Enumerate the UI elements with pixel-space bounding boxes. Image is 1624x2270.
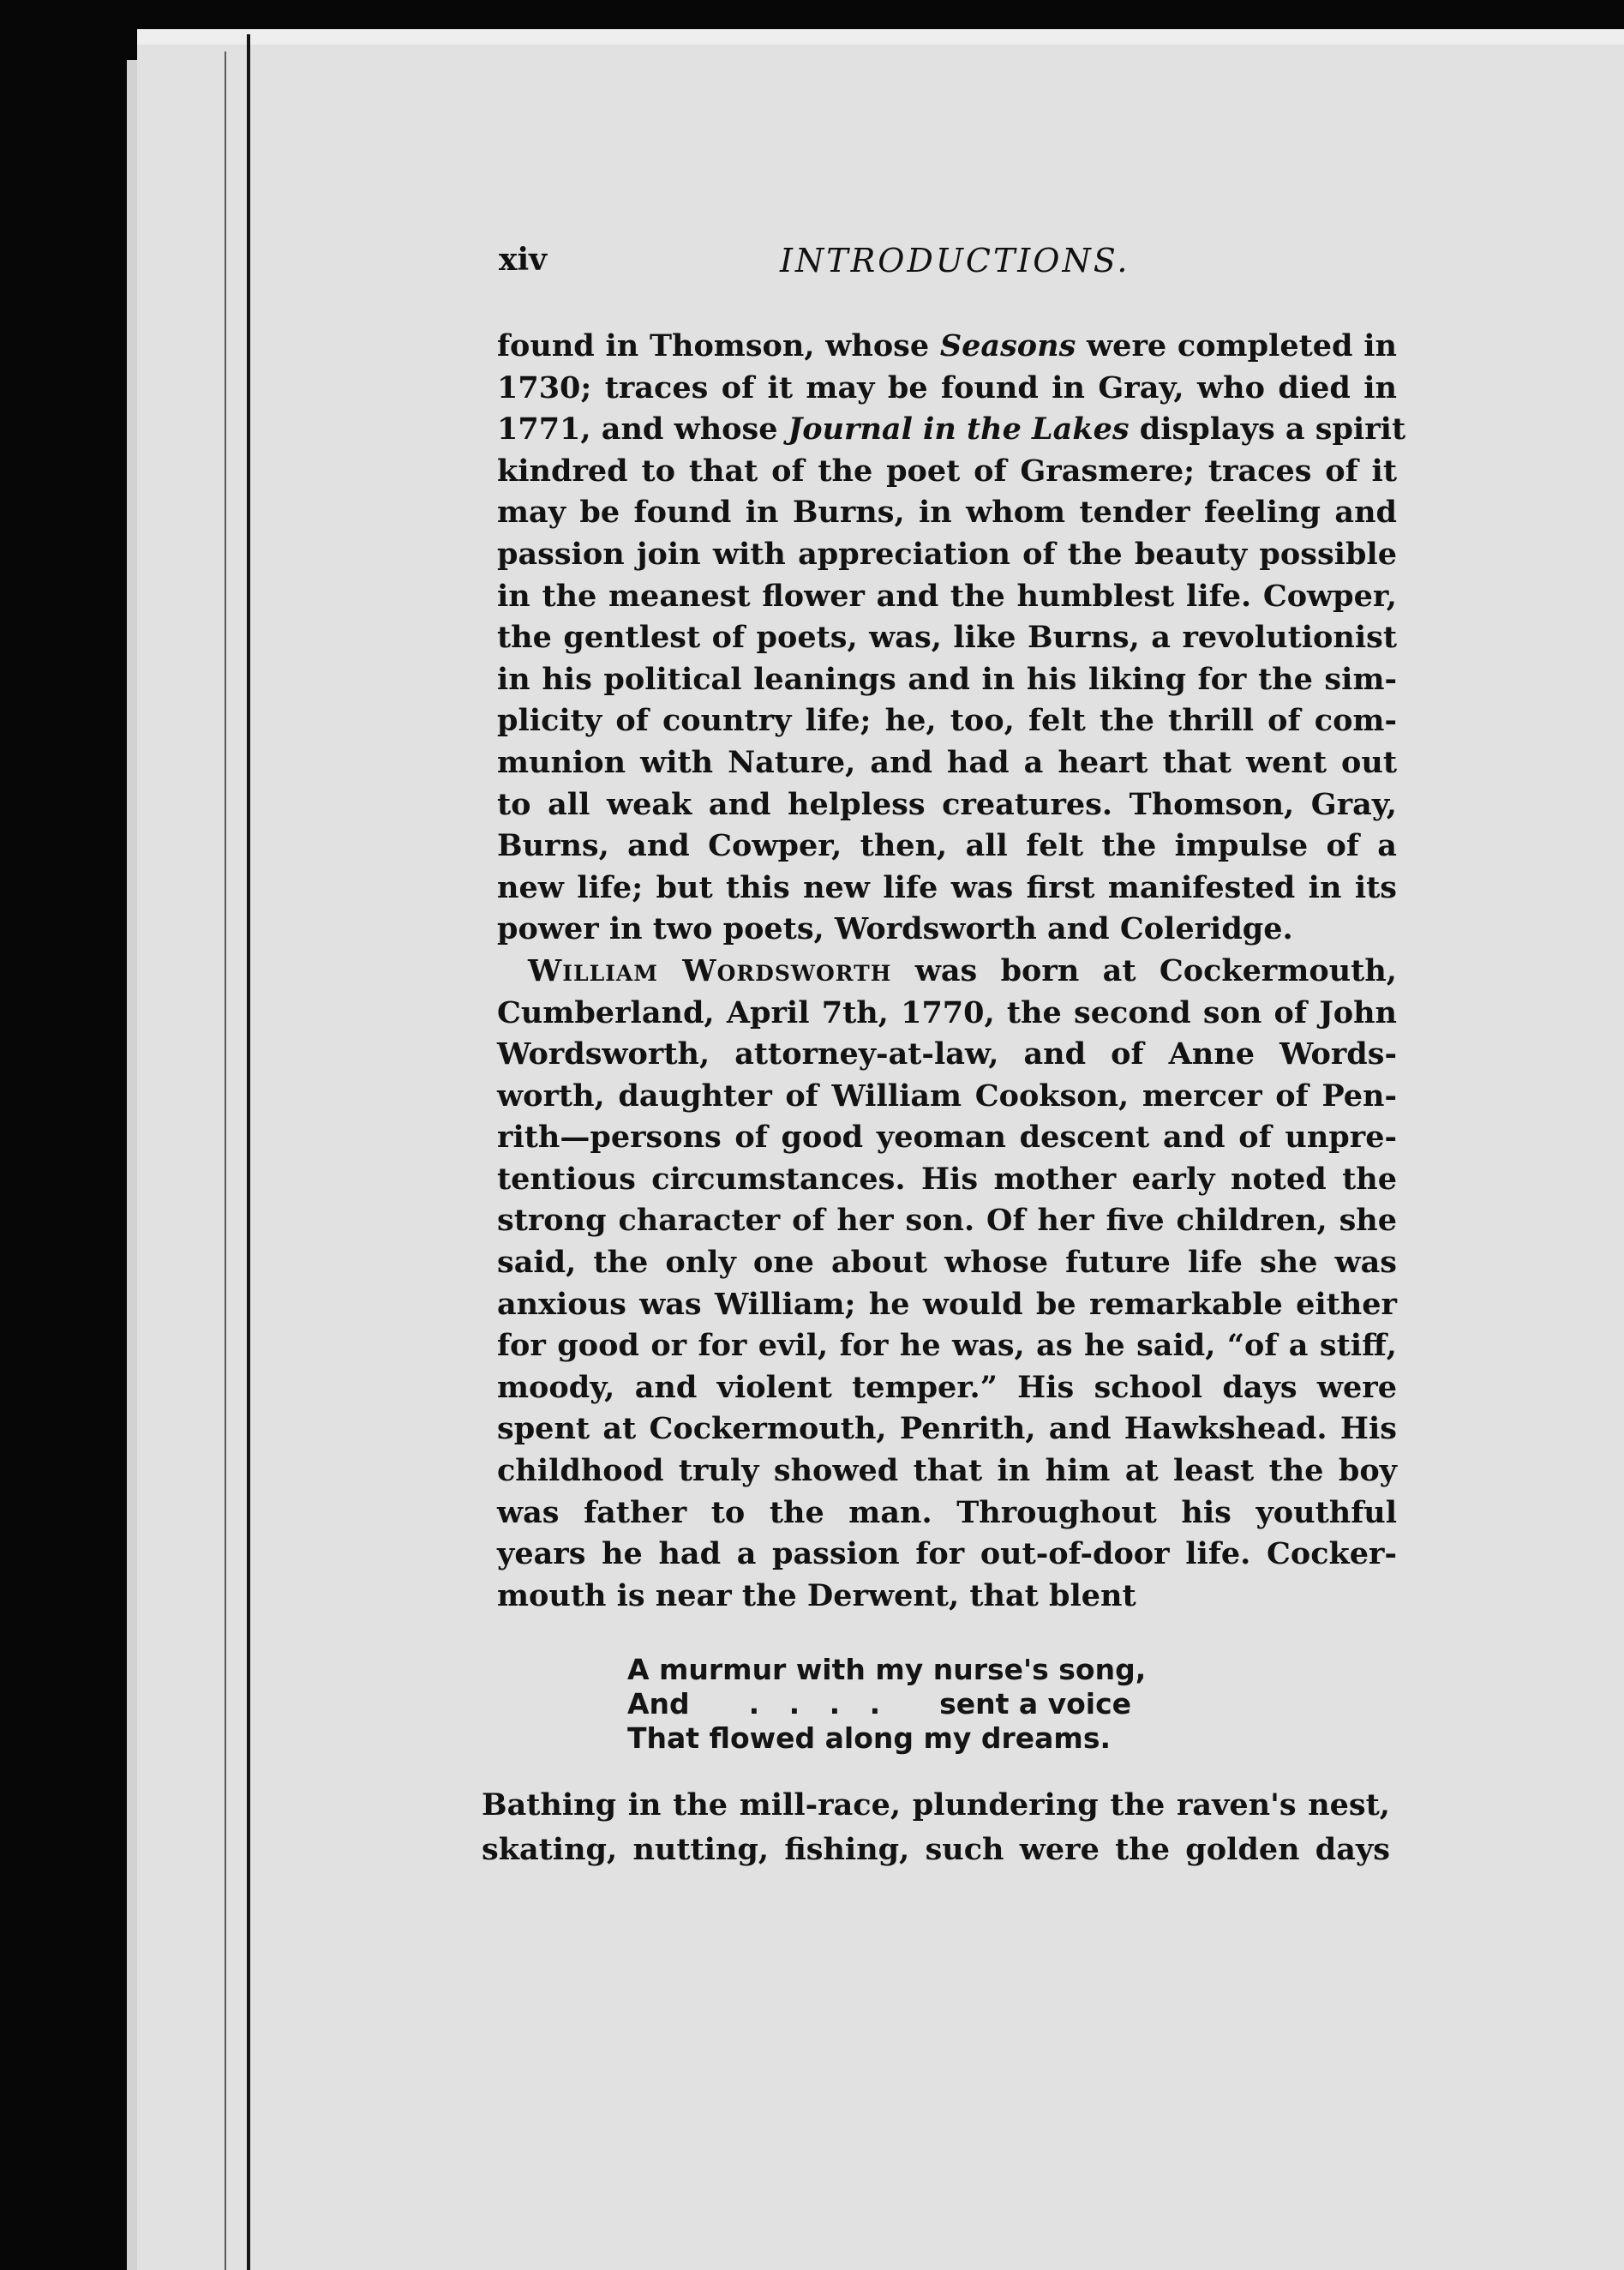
text-line: to all weak and helpless creatures. Thomson, Gray, [497,786,1397,822]
text-line: spent at Cockermouth, Penrith, and Hawkshead. His [497,1411,1397,1447]
text-line: moody, and violent temper.” His school days were [497,1369,1397,1405]
page-header [499,242,1133,293]
text-line: mouth is near the Derwent, that blent [497,1577,1136,1613]
text-line: Cumberland, April 7th, 1770, the second son of John [497,994,1397,1030]
verse-line: A murmur with my nurse's song, [627,1653,1147,1686]
body-text [497,326,1406,1617]
text-line: 1771, and whose Journal in the Lakes displays a spirit [497,411,1406,447]
text-line: kindred to that of the poet of Grasmere; traces of it [497,453,1397,489]
text-line: power in two poets, Wordsworth and Coleridge. [497,911,1293,947]
text-line: Burns, and Cowper, then, all felt the impulse of a [497,828,1397,864]
text-line: the gentlest of poets, was, like Burns, a revolutionist [497,620,1397,656]
paragraph-3 [482,1783,1390,1872]
italic-title: Seasons [939,328,1076,363]
text-line: strong character of her son. Of her five children, she [497,1203,1397,1239]
text-line: rith—persons of good yeoman descent and of unpre- [497,1120,1397,1156]
paragraph-1 [497,326,1406,951]
paragraph-2 [497,951,1397,1618]
running-head: INTRODUCTIONS. [780,242,1130,279]
text-line: years he had a passion for out-of-door life. Cocker- [497,1536,1397,1572]
text-line: for good or for evil, for he was, as he said, “of a stiff, [497,1328,1397,1364]
text-line: said, the only one about whose future life she was [497,1245,1397,1281]
small-caps-name: William Wordsworth [528,952,892,988]
gutter-shadow-line [225,51,226,2270]
verse-line: That flowed along my dreams. [627,1721,1111,1755]
italic-title: Journal in the Lakes [788,411,1130,447]
text-line: new life; but this new life was first manifested in its [497,869,1397,905]
page-number: xiv [499,242,548,278]
text-line: tentious circumstances. His mother early noted the [497,1161,1397,1197]
text-line: anxious was William; he would be remarkable either [497,1286,1397,1322]
text-line: worth, daughter of William Cookson, mercer of Pen- [497,1078,1397,1114]
verse-line: And . . . . sent a voice [627,1687,1132,1721]
body-text-continued [482,1783,1390,1872]
text-line: in his political leanings and in his liking for the sim- [497,661,1397,697]
text-line: childhood truly showed that in him at least the boy [497,1453,1397,1489]
gutter-binding-line [247,34,250,2270]
text-line: Bathing in the mill-race, plundering the raven's nest, [482,1787,1390,1823]
text-line: skating, nutting, fishing, such were the golden days [482,1832,1390,1867]
text-line: munion with Nature, and had a heart that went out [497,744,1397,780]
text-line: in the meanest flower and the humblest life. Cowper, [497,578,1397,614]
text-line: Wordsworth, attorney-at-law, and of Anne Words- [497,1036,1397,1072]
text-line: William Wordsworth was born at Cockermouth, [528,952,1397,988]
text-line: may be found in Burns, in whom tender feeling and [497,495,1397,531]
verse-quotation [627,1653,1146,1756]
text-line: plicity of country life; he, too, felt the thrill of com- [497,703,1397,739]
text-line: passion join with appreciation of the beauty possible [497,536,1397,572]
text-line: was father to the man. Throughout his youthful [497,1494,1397,1530]
text-line: found in Thomson, whose Seasons were completed in [497,328,1397,363]
text-line: 1730; traces of it may be found in Gray, who died in [497,369,1397,405]
